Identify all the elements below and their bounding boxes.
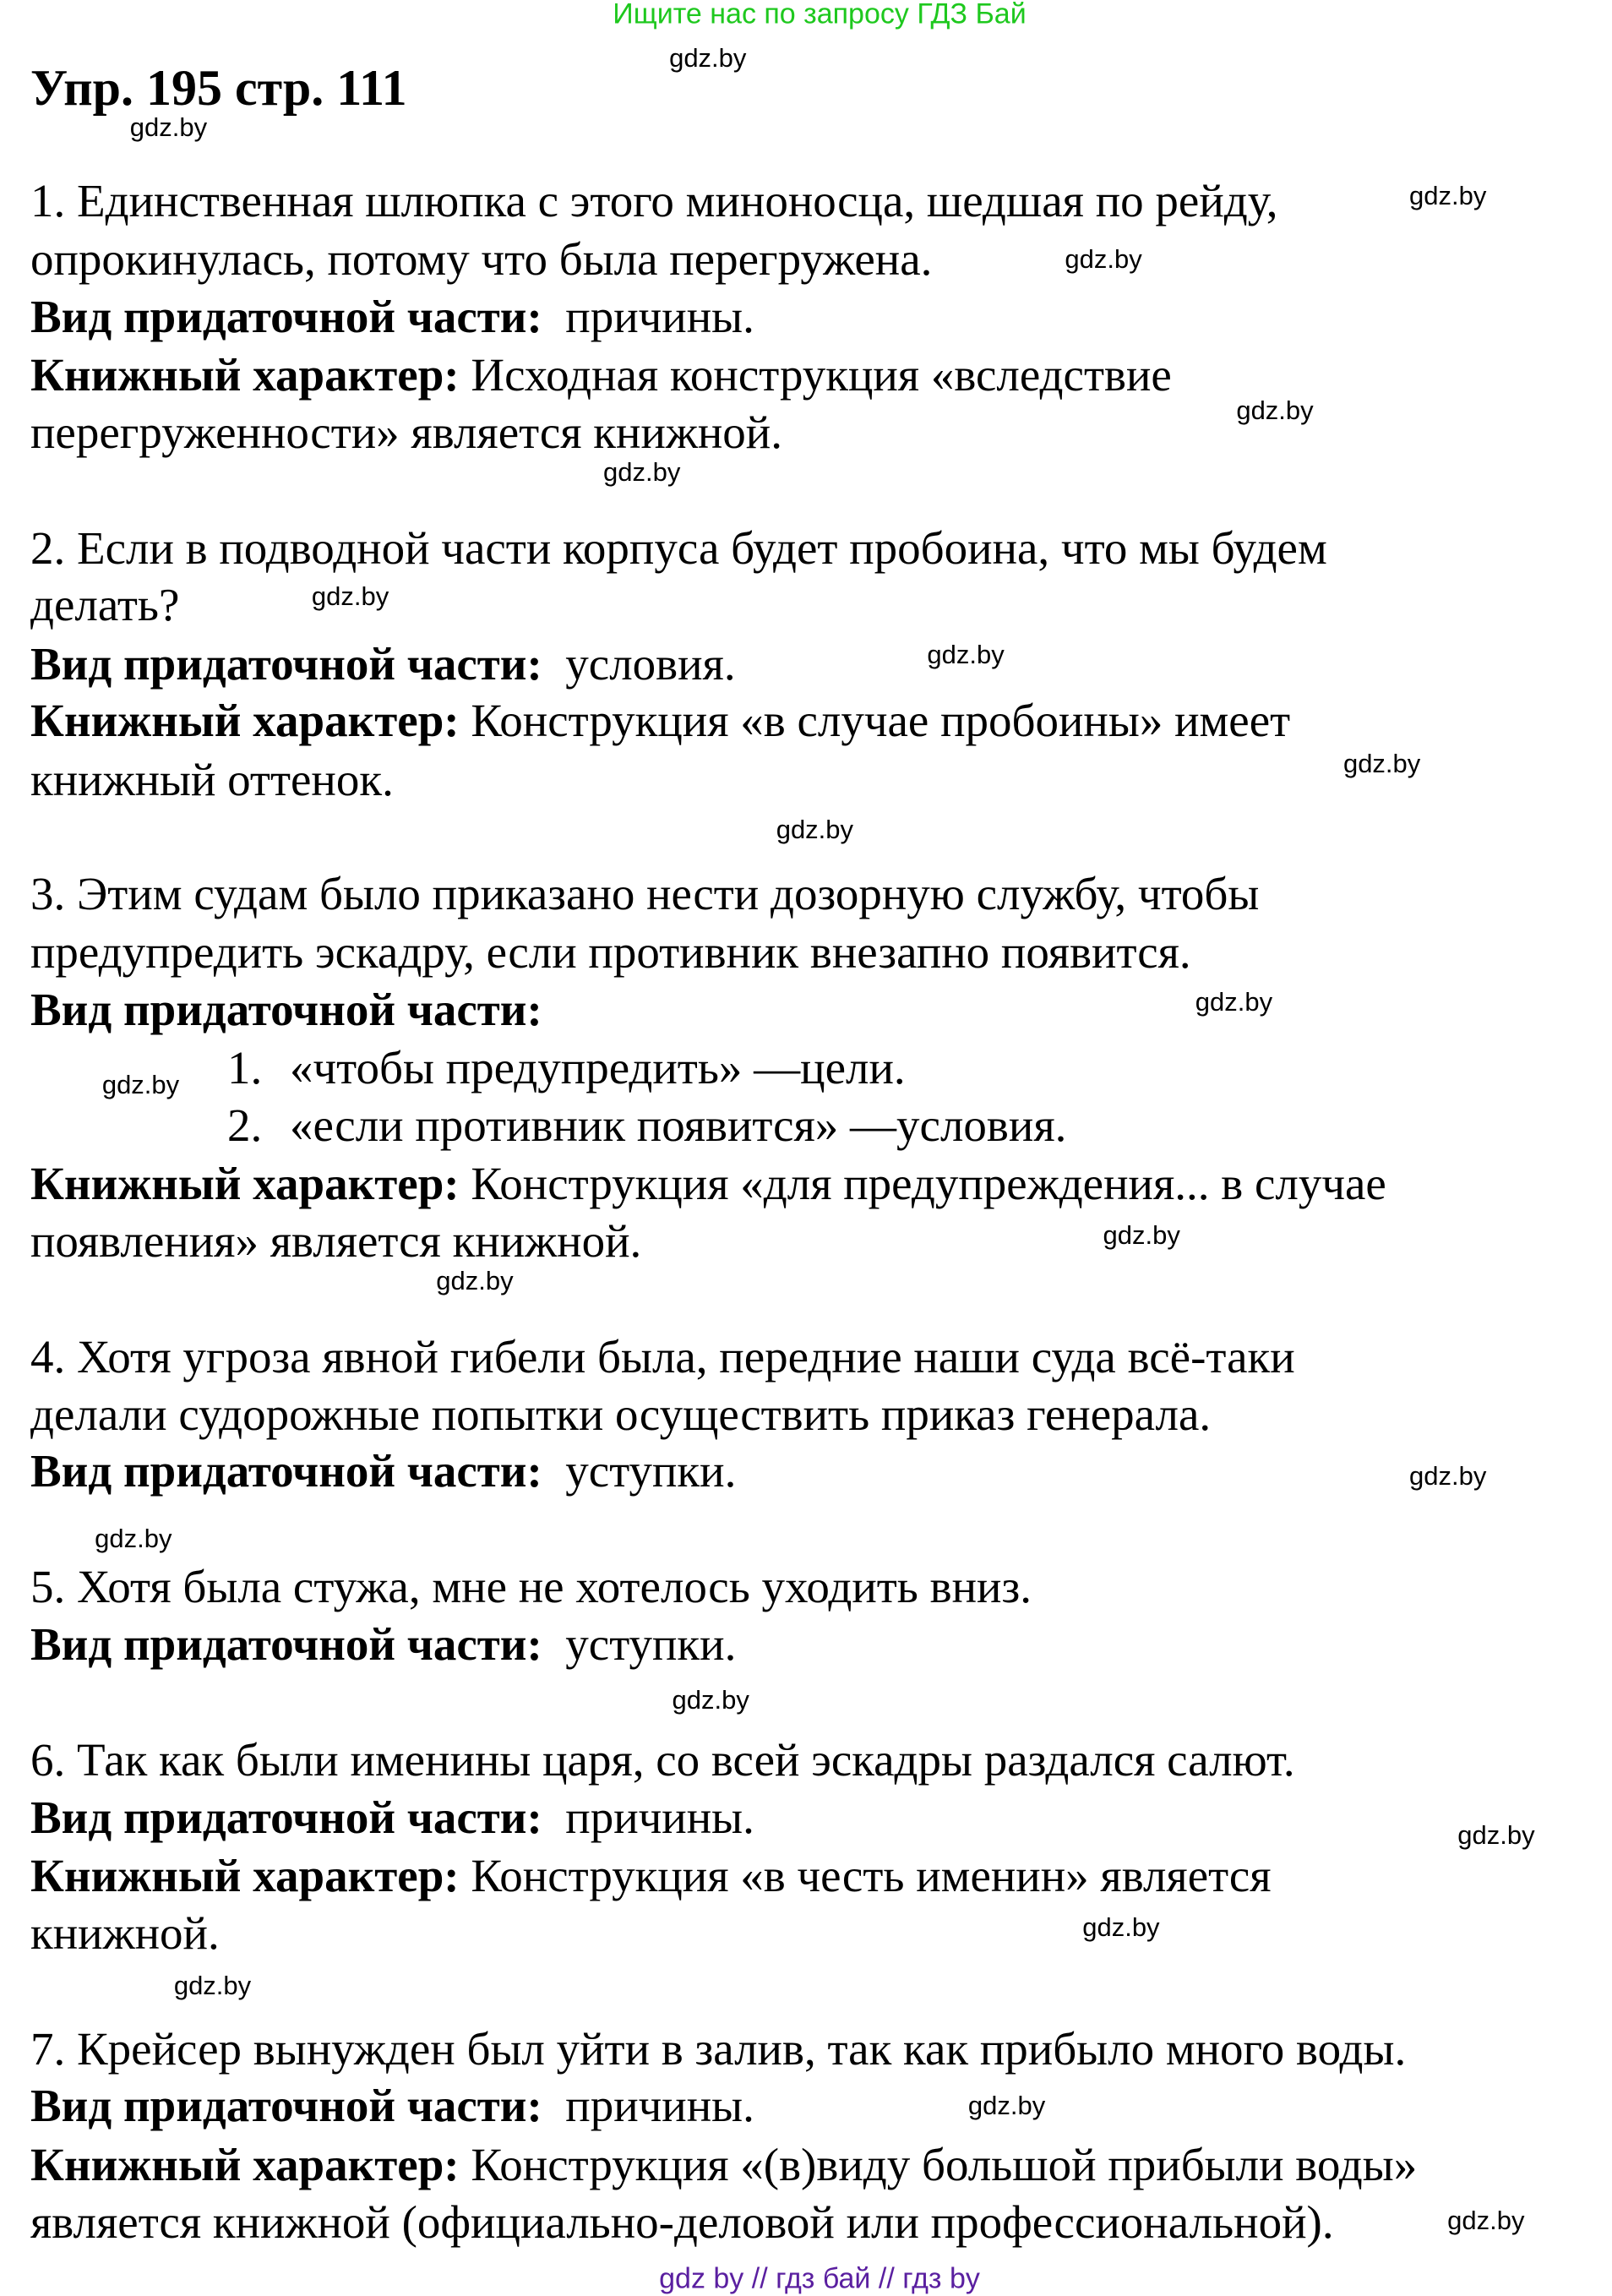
line-text: причины. [542,290,754,342]
bold-label: Вид придаточной части: [30,1791,542,1843]
watermark-text: gdz.by [1082,1912,1160,1942]
exercise-2-line [30,751,394,809]
bold-label: Вид придаточной части: [30,290,542,342]
line-text: появления» является книжной. [30,1215,642,1268]
line-text: 5. Хотя была стужа, мне не хотелось уходить вниз. [30,1561,1032,1613]
exercise-7-line [30,2021,1406,2078]
exercise-3-line [30,1213,641,1270]
bold-label: Вид придаточной части: [30,637,542,690]
line-text: Конструкция «(в)виду большой прибыли воды» [459,2138,1418,2190]
line-text: делать? [30,579,180,631]
bold-label: Книжный характер: [30,1850,460,1902]
bold-label: Книжный характер: [30,2138,460,2190]
watermark-text: gdz.by [967,2091,1046,2121]
page-title: Упр. 195 стр. 111 [30,60,407,116]
footer-links: gdz by // гдз бай // гдз by [659,2262,980,2295]
exercise-7-line [30,2136,1417,2194]
exercise-1-line [30,404,782,461]
line-text: 2. Если в подводной части корпуса будет пробоина, что мы будем [30,521,1327,574]
bold-label: Вид придаточной части: [30,2080,542,2132]
watermark-text: gdz.by [129,112,208,142]
search-hint-banner: Ищите нас по запросу ГДЗ Бай [613,0,1027,30]
exercise-6-line [30,1905,220,1962]
exercise-3-line [30,924,1191,981]
watermark-text: gdz.by [436,1265,514,1295]
watermark-text: gdz.by [776,814,854,844]
bold-label: Книжный характер: [30,349,460,401]
exercise-4-line [30,1442,736,1500]
exercise-3-line [227,1039,906,1097]
line-text: Конструкция «в честь именин» является [459,1850,1272,1902]
line-text: книжной. [30,1906,220,1959]
line-text: 6. Так как были именины царя, со всей эскадры раздался салют. [30,1734,1295,1786]
line-text: причины. [542,2080,754,2132]
exercise-6-line [30,1847,1272,1905]
watermark-text: gdz.by [173,1971,252,2001]
line-text: Конструкция «для предупреждения... в случае [459,1158,1386,1210]
exercise-7-line [30,2194,1334,2251]
line-text: уступки. [542,1445,737,1497]
exercise-2-line [30,692,1290,750]
watermark-text: gdz.by [311,581,389,611]
watermark-text: gdz.by [101,1069,180,1099]
watermark-text: gdz.by [1457,1819,1535,1850]
line-text: делали судорожные попытки осуществить приказ генерала. [30,1388,1212,1440]
exercise-5-line [30,1616,736,1673]
line-text: Конструкция «в случае пробоины» имеет [459,695,1291,747]
line-text: опрокинулась, потому что была перегружена. [30,233,933,285]
watermark-text: gdz.by [669,43,747,74]
watermark-text: gdz.by [1236,395,1314,425]
exercise-2-line [30,576,179,634]
bold-label: Вид придаточной части: [30,1618,542,1671]
line-text: Исходная конструкция «вследствие [459,349,1172,401]
line-text: 1. Единственная шлюпка с этого миноносца, шедшая по рейду, [30,174,1278,226]
exercise-2-line [30,635,736,693]
exercise-1-line [30,346,1172,404]
list-number: 1. [227,1042,263,1094]
bold-label: Книжный характер: [30,695,460,747]
line-text: перегруженности» является книжной. [30,406,782,458]
watermark-text: gdz.by [1409,181,1487,211]
exercise-6-line [30,1789,754,1846]
exercise-3-line [30,865,1259,923]
exercise-6-line [30,1732,1295,1789]
watermark-text: gdz.by [1195,987,1273,1017]
watermark-text: gdz.by [603,456,681,487]
bold-label: Книжный характер: [30,1158,460,1210]
exercise-1-line [30,172,1278,230]
line-text: 7. Крейсер вынужден был уйти в залив, так как прибыло много воды. [30,2022,1407,2075]
line-text: «чтобы предупредить» —цели. [290,1042,906,1094]
line-text: 3. Этим судам было приказано нести дозорную службу, чтобы [30,868,1260,920]
line-text: предупредить эскадру, если противник внезапно появится. [30,926,1191,979]
line-text: 4. Хотя угроза явной гибели была, передние наши суда всё-таки [30,1331,1295,1383]
exercise-3-line [30,1155,1386,1213]
line-text: уступки. [542,1618,737,1671]
exercise-5-line [30,1558,1032,1616]
watermark-text: gdz.by [672,1685,749,1715]
bold-label: Вид придаточной части: [30,984,542,1036]
exercise-1-line [30,231,932,288]
exercise-4-line [30,1386,1211,1443]
list-number: 2. [227,1099,263,1152]
line-text: причины. [542,1791,754,1843]
bold-label: Вид придаточной части: [30,1445,542,1497]
exercise-1-line [30,288,754,346]
watermark-text: gdz.by [95,1524,172,1554]
exercise-4-line [30,1328,1295,1386]
line-text: условия. [542,637,736,690]
exercise-3-line [227,1097,1066,1154]
watermark-text: gdz.by [1065,244,1142,274]
line-text: «если противник появится» —условия. [290,1099,1067,1152]
exercise-7-line [30,2077,754,2135]
line-text: является книжной (официально-деловой или профессиональной). [30,2195,1334,2248]
line-text: книжный оттенок. [30,753,394,805]
watermark-text: gdz.by [1342,748,1421,778]
watermark-text: gdz.by [927,640,1005,670]
watermark-text: gdz.by [1409,1460,1487,1491]
watermark-text: gdz.by [1103,1220,1180,1251]
exercise-3-line [30,981,542,1039]
exercise-2-line [30,520,1327,577]
watermark-text: gdz.by [1447,2205,1525,2235]
